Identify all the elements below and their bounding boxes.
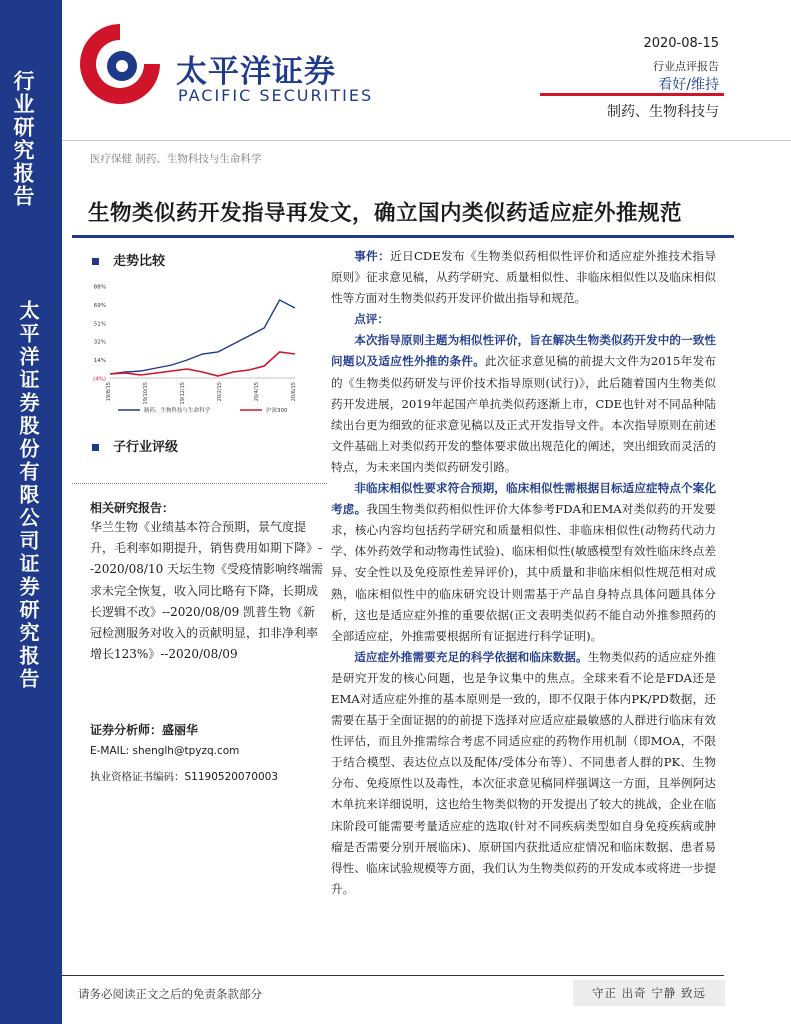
y-tick-label: 32% (93, 339, 106, 346)
footer-motto: 守正 出奇 宁静 致远 (573, 980, 725, 1006)
rating-label: 看好/维持 (658, 77, 719, 93)
footer-rule (62, 975, 724, 976)
x-tick-label: 19/12/15 (180, 382, 186, 405)
square-bullet-icon (92, 258, 99, 265)
logo-english-name: PACIFIC SECURITIES (178, 86, 374, 105)
series-line-1 (110, 352, 295, 376)
x-tick-label: 19/10/15 (143, 382, 149, 405)
legend-label: 制药、生物科技与生命科学 (144, 408, 211, 414)
pacific-securities-logo-icon (74, 18, 166, 110)
logo-chinese-name: 太平洋证券 (176, 54, 336, 90)
page-title: 生物类似药开发指导再发文，确立国内类似药适应症外推规范 (88, 201, 683, 226)
report-category-label: 行业研究报告 (11, 70, 35, 208)
paragraph-similarity: 本次指导原则主题为相似性评价，旨在解决生物类似药开发中的一致性问题以及适应性外推的条件。此次征求意见稿的前提大文件为2015年发布的《生物类似药研发与评价技术指导原则(试行)》，此后随着国内生物类似药开发进展，2019年起国产单抗类似药逐渐上市，CDE也针对不同品种陆续出台更为细致的征求意见稿以及正式开发指导文件。本次指导原则在前述文件基础上对类似药开发的整体要求做出规范化的阐述，突出细致而灵活的特点，为未来国内类似药研发引路。 (331, 333, 716, 474)
x-tick-label: 20/2/15 (217, 382, 223, 402)
breadcrumb: 医疗保健 制药、生物科技与生命科学 (90, 153, 262, 165)
report-body (331, 246, 716, 900)
analyst-email: E-MAIL: shenglh@tpyzq.com (90, 745, 240, 757)
y-tick-label: 88% (93, 284, 106, 291)
analyst-certificate: 执业资格证书编码：S1190520070003 (90, 771, 279, 783)
x-tick-label: 20/4/15 (254, 382, 260, 402)
related-reports-title: 相关研究报告： (90, 501, 175, 515)
paragraph-nonclinical: 非临床相似性要求符合预期，临床相似性需根据目标适应症特点个案化考虑。我国生物类似药相似性评价大体参考FDA和EMA对类似药的开发要求，核心内容均包括药学研究和质量相似性、非临床相似性(动物药代动力学、体外药效学和动物毒性试验)、临床相似性(敏感模型有效性临床终点差异、安全性以及免疫原性差异评价)，其中质量和非临床相似性规范相对成熟，临床相似性中的临床研究设计则需基于产品自身特点具体问题具体分析，这也是适应症外推的重要依据(正文表明类似药不能自动外推参照药的全部适应症，外推需要根据所有证据进行科学证明)。 (331, 481, 716, 643)
footer-disclaimer: 请务必阅读正文之后的免责条款部分 (78, 987, 262, 1001)
y-tick-label: 69% (93, 302, 106, 309)
related-reports-list: 华兰生物《业绩基本符合预期，景气度提升，毛利率如期提升，销售费用如期下降》--2020/08/10 天坛生物《受疫情影响终端需求未完全恢复，收入同比略有下降，长期成长逻辑不改》--2020/08/09 凯普生物《新冠检测服务对收入的贡献明显，扣非净利率增长123%》--2020/08/09 (90, 520, 324, 662)
report-date: 2020-08-15 (643, 36, 719, 51)
subindustry-heading: 子行业评级 (92, 436, 178, 455)
legend-label: 沪深300 (266, 408, 288, 414)
event-paragraph: 事件：近日CDE发布《生物类似药相似性评价和适应症外推技术指导原则》征求意见稿，从药学研究、质量相似性、非临床相似性以及临床相似性等方面对生物类似药开发评价做出指导和规范。 (331, 249, 716, 306)
header-divider (62, 140, 791, 141)
analyst-name: 证券分析师：盛丽华 (90, 723, 199, 737)
header-accent-rule (540, 93, 724, 96)
dotted-divider (72, 483, 327, 484)
comment-label: 点评： (354, 312, 389, 327)
x-tick-label: 19/8/15 (106, 382, 112, 402)
company-label: 太平洋证券股份有限公司证券研究报告 (16, 300, 40, 691)
square-bullet-icon (92, 444, 99, 451)
title-rule (72, 235, 734, 238)
trend-heading: 走势比较 (92, 250, 165, 269)
y-tick-label: 14% (93, 358, 106, 365)
y-tick-label: (4%) (92, 376, 106, 383)
sector-label: 制药、生物科技与 (607, 104, 719, 120)
trend-chart (80, 278, 320, 418)
y-tick-label: 51% (93, 321, 106, 328)
paragraph-extrapolation: 适应症外推需要充足的科学依据和临床数据。生物类似药的适应症外推是研究开发的核心问题，也是争议集中的焦点。全球来看不论是FDA还是EMA对适应症外推的基本原则是一致的，即不仅限于体内PK/PD数据，还需要在基于全面证据的的前提下选择对应适应症最敏感的人群进行临床有效性评估，而且外推需综合考虑不同适应症的药物作用机制（即MOA，不限于结合模型、表达位点以及配体/受体分布等）、不同患者人群的PK、生物分布、免疫原性以及毒性，本次征求意见稿同样强调这一方面，且举例阿达木单抗来详细说明，这也给生物类似物的开发提出了较大的挑战，企业在临床阶段可能需要考量适应症的选取(针对不同疾病类型如自身免疫疾病或肿瘤是否需要分别开展临床)、原研国内获批适应症情况和临床数据、患者易得性、临床试验规模等方面，我们认为生物类似药的开发成本或将进一步提升。 (331, 649, 716, 896)
x-tick-label: 20/6/15 (291, 382, 297, 402)
report-type: 行业点评报告 (653, 60, 719, 73)
